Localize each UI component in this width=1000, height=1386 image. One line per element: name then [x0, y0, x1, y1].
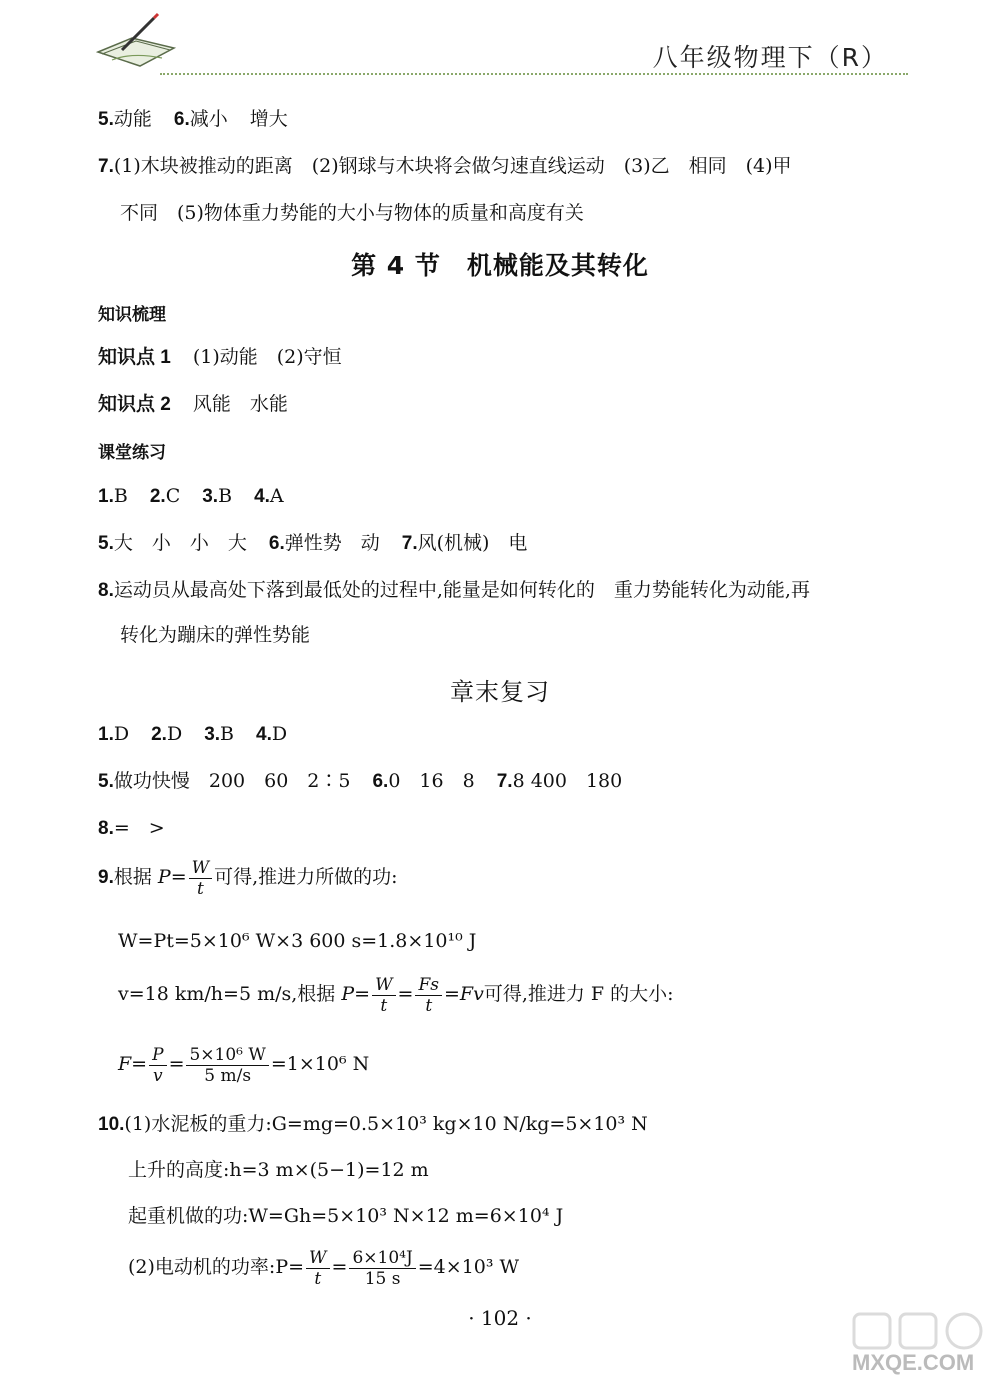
knowledge-label: 知识点 2	[98, 394, 171, 415]
knowledge-text: 风能 水能	[192, 393, 288, 415]
answer-text: 弹性势 动	[284, 532, 380, 554]
watermark-text: MXQE.COM	[852, 1350, 975, 1375]
question-number: 4.	[254, 486, 270, 507]
prev-answer-line-7	[98, 153, 792, 180]
question-number: 6.	[372, 771, 389, 792]
question-number: 6.	[268, 533, 285, 554]
question-number: 7.	[98, 156, 114, 177]
question-number: 8.	[98, 580, 114, 601]
practice-line-8-cont: 转化为蹦床的弹性势能	[120, 624, 311, 646]
question-number: 9.	[98, 867, 114, 888]
answer-text: 根据	[113, 866, 152, 888]
question-number: 10.	[98, 1114, 125, 1135]
formula-power-force: P= $\frac{W}{t}$ = $\frac{Fs}{t}$ =Fv	[341, 974, 484, 1016]
answer-text: (2)电动机的功率:P=	[128, 1256, 305, 1278]
review-line-8	[98, 815, 165, 842]
answer-text: 8 400 180	[512, 770, 623, 792]
review-line-9-force-result: F= $\frac{P}{v}$ = $\frac{\text{5×10⁶ W}}{5 m/s}$ =1×10⁶ N	[118, 1044, 370, 1086]
practice-line-5-7	[98, 530, 527, 557]
answer-text: (1)水泥板的重力:G=mg=0.5×10³ kg×10 N/kg=5×10³ N	[124, 1113, 648, 1135]
answer-text: 可得,推进力 F 的大小:	[483, 983, 674, 1005]
answer-text: D	[166, 723, 183, 745]
answer-text: 风(机械) 电	[417, 532, 528, 554]
prev-answer-line-5-6	[98, 106, 288, 133]
knowledge-point-2	[98, 391, 288, 418]
answer-text: B	[220, 723, 235, 745]
answer-text: 0 16 8	[388, 770, 475, 792]
review-line-10	[98, 1111, 648, 1138]
answer-text: A	[269, 485, 284, 507]
answer-text: 运动员从最高处下落到最低处的过程中,能量是如何转化的 重力势能转化为动能,再	[113, 579, 810, 601]
review-line-10-power: (2)电动机的功率:P= $\frac{W}{t}$ = $\frac{\text{6×10⁴J}}{15 s}$ =4×10³ W	[128, 1247, 520, 1289]
review-line-9	[98, 855, 398, 900]
review-line-9-work: W=Pt=5×10⁶ W×3 600 s=1.8×10¹⁰ J	[118, 930, 477, 952]
answer-text: 动能	[113, 108, 152, 130]
answer-text: v=18 km/h=5 m/s,根据	[118, 983, 336, 1005]
header-divider	[160, 73, 908, 75]
answer-text: 减小	[189, 108, 228, 130]
fraction-values: $\frac{\text{6×10⁴J}}{15 s}$	[349, 1248, 415, 1289]
pencil-book-icon	[92, 8, 182, 74]
answer-text: 大 小 小 大	[113, 532, 247, 554]
fraction-p-over-v: $\frac{P}{v}$	[149, 1045, 166, 1086]
answer-text: 增大	[249, 108, 288, 130]
question-number: 1.	[98, 724, 114, 745]
review-line-10-height: 上升的高度:h=3 m×(5−1)=12 m	[128, 1159, 429, 1181]
review-line-1-4	[98, 721, 287, 748]
answer-text: =4×10³ W	[417, 1256, 520, 1278]
answer-text: C	[165, 485, 181, 507]
knowledge-point-1	[98, 344, 342, 371]
question-number: 3.	[204, 724, 221, 745]
header-title: 八年级物理下（R）	[652, 43, 888, 72]
answer-text: (1)木块被推动的距离 (2)钢球与木块将会做匀速直线运动 (3)乙 相同 (4)甲	[113, 155, 792, 177]
answer-text: D	[271, 723, 288, 745]
knowledge-text: (1)动能 (2)守恒	[192, 346, 342, 368]
answer-text: F=	[118, 1053, 148, 1075]
fraction-values: $\frac{\text{5×10⁶ W}}{5 m/s}$	[186, 1045, 268, 1086]
question-number: 3.	[202, 486, 219, 507]
question-number: 2.	[149, 486, 166, 507]
review-line-5-7	[98, 768, 622, 795]
question-number: 1.	[98, 486, 114, 507]
answer-text: = >	[113, 817, 165, 839]
answer-text: 可得,推进力所做的功:	[214, 866, 398, 888]
question-number: 5.	[98, 109, 114, 130]
question-number: 2.	[151, 724, 167, 745]
chapter-review-title: 章末复习	[450, 678, 550, 706]
question-number: 5.	[98, 533, 114, 554]
question-number: 7.	[496, 771, 513, 792]
knowledge-heading: 知识梳理	[98, 305, 166, 325]
fraction-w-over-t: $\frac{W}{t}$	[306, 1248, 329, 1289]
question-number: 6.	[173, 109, 190, 130]
review-line-10-work: 起重机做的功:W=Gh=5×10³ N×12 m=6×10⁴ J	[128, 1205, 564, 1227]
formula-power: P= $\frac{W}{t}$	[158, 866, 214, 888]
practice-heading: 课堂练习	[98, 443, 166, 463]
question-number: 7.	[401, 533, 418, 554]
section-title: 第 4 节 机械能及其转化	[351, 251, 649, 280]
answer-text: 做功快慢 200 60 2∶5	[113, 770, 351, 792]
answer-text: =1×10⁶ N	[270, 1053, 370, 1075]
review-line-9-force-intro	[118, 972, 674, 1016]
question-number: 8.	[98, 818, 114, 839]
practice-line-1-4	[98, 483, 284, 510]
knowledge-label: 知识点 1	[98, 347, 171, 368]
answer-text: B	[218, 485, 233, 507]
page-number: · 102 ·	[468, 1306, 532, 1330]
prev-answer-line-7-cont: 不同 (5)物体重力势能的大小与物体的质量和高度有关	[120, 202, 584, 224]
practice-line-8	[98, 577, 810, 604]
answer-text: B	[113, 485, 128, 507]
answer-text: D	[113, 723, 130, 745]
question-number: 4.	[256, 724, 272, 745]
question-number: 5.	[98, 771, 114, 792]
